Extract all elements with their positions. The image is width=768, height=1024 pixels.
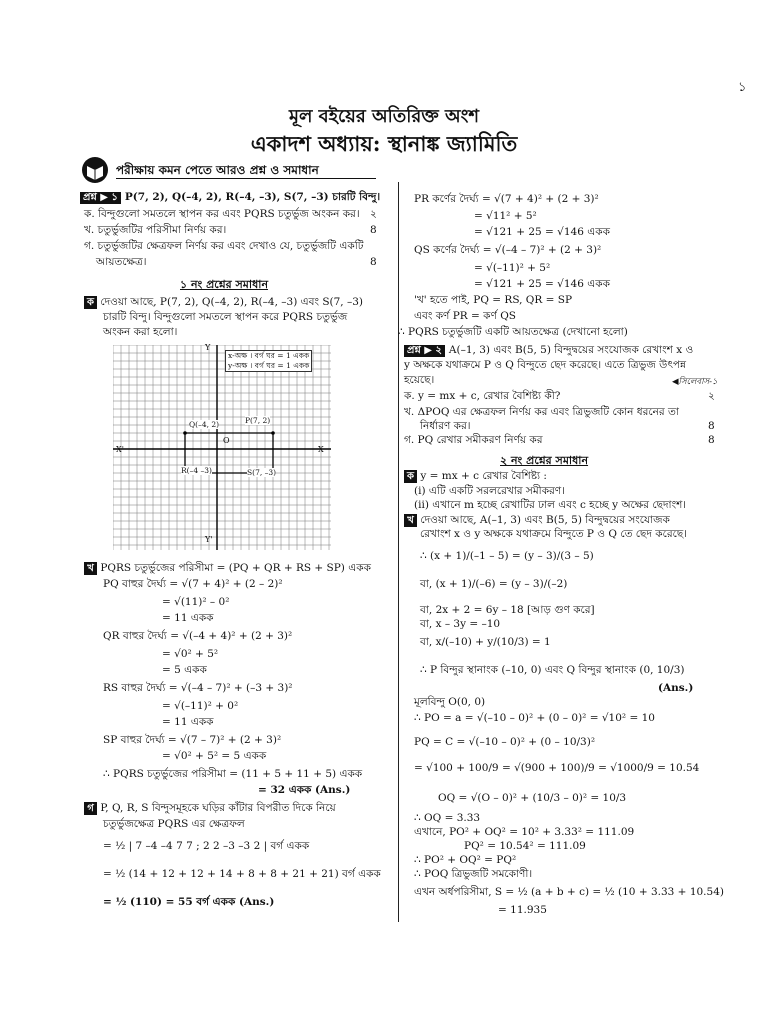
q2-stem-line3: হয়েছে। <box>404 374 435 386</box>
q1-part-ka: ক. বিন্দুগুলো সমতলে স্থাপন কর এবং PQRS চতুর্ভুজ অংকন কর। <box>84 208 360 220</box>
sol1-kha-label: খ <box>84 562 97 575</box>
q2-part-ka-mark: ২ <box>708 390 715 402</box>
page-number: ১ <box>738 80 747 95</box>
sol2-kha-line20: = 11.935 <box>498 904 547 916</box>
sol2-kha-line16: PQ² = 10.54² = 111.09 <box>464 840 586 852</box>
q2-part-ga-mark: 8 <box>708 434 715 446</box>
graph-grid <box>113 345 331 550</box>
question-1-tag: প্রশ্ন ▶ ১ <box>80 192 121 204</box>
pr-conclude3: ∴ PQRS চতুর্ভুজটি একটি আয়তক্ষেত্র (দেখানো হলো) <box>398 326 628 338</box>
pr-line2: = √121 + 25 = √146 একক <box>474 226 610 238</box>
q2-part-ga: গ. PQ রেখার সমীকরণ নির্ণয় কর <box>404 434 543 446</box>
sol2-ka-line2: (ii) এখানে m হচ্ছে রেখাটির ঢাল এবং c হচ্ছে y অক্ষের ছেদাংশ। <box>414 499 687 511</box>
sol2-kha-line3: বা, (x + 1)/(–6) = (y – 3)/(–2) <box>420 578 568 590</box>
sol2-kha-line13: OQ = √(O – 0)² + (10/3 – 0)² = 10/3 <box>438 792 627 804</box>
pr-line1: = √11² + 5² <box>474 210 537 222</box>
question-1-stem: প্রশ্ন ▶ ১ P(7, 2), Q(–4, 2), R(–4, –3), S(7, –3) চারটি বিন্দু। <box>80 191 380 204</box>
pr-conclude1: 'খ' হতে পাই, PQ = RS, QR = SP <box>414 294 573 306</box>
chapter-title: একাদশ অধ্যায়: স্থানাঙ্ক জ্যামিতি <box>250 131 518 156</box>
sol2-kha-line11: PQ = C = √(–10 – 0)² + (0 – 10/3)² <box>414 736 596 748</box>
y-prime-label: Y' <box>205 535 213 544</box>
sol2-kha-line18: ∴ POQ ত্রিভুজটি সমকোণী। <box>414 868 533 880</box>
q2-part-kha-cont: নির্ধারণ কর। <box>420 420 471 432</box>
sol2-kha-line14: ∴ OQ = 3.33 <box>414 812 481 824</box>
qs-line0: QS কর্ণের দৈর্ঘ্য = √(–4 – 7)² + (2 + 3)² <box>414 244 602 256</box>
sol1-kha-answer: = 32 একক (Ans.) <box>258 784 351 796</box>
q2-part-ka: ক. y = mx + c, রেখার বৈশিষ্ট্য কী? <box>404 390 561 402</box>
sol2-kha-line4: বা, 2x + 2 = 6y – 18 [আড় গুণ করে] <box>420 604 595 616</box>
sol1-kha-line7: RS বাহুর দৈর্ঘ্য = √(–4 – 7)² + (–3 + 3)² <box>103 682 293 694</box>
sol1-kha-line4: QR বাহুর দৈর্ঘ্য = √(–4 + 4)² + (2 + 3)² <box>103 630 293 642</box>
sol1-kha-line0: খ PQRS চতুর্ভুজের পরিসীমা = (PQ + QR + RS + SP) একক <box>84 562 371 575</box>
q1-part-ka-mark: ২ <box>370 208 377 220</box>
sol1-ga-line0: গ P, Q, R, S বিন্দুসমূহকে ঘড়ির কাঁটার বিপরীত দিকে নিয়ে <box>84 802 336 815</box>
sol1-kha-line2: = √(11)² – 0² <box>162 596 230 608</box>
x-axis-label: X <box>318 445 324 454</box>
sol2-kha-line0: খ দেওয়া আছে, A(–1, 3) এবং B(5, 5) বিন্দুদ্বয়ের সংযোজক <box>404 514 670 527</box>
pr-line0: PR কর্ণের দৈর্ঘ্য = √(7 + 4)² + (2 + 3)² <box>414 193 599 205</box>
sol1-ka-line2: চারটি বিন্দু। বিন্দুগুলো সমতলে স্থাপন করে PQRS চতুর্ভুজ <box>103 311 348 323</box>
sol2-ka-line1: (i) এটি একটি সরলরেখার সমীকরণ। <box>414 485 565 497</box>
sol2-kha-line19: এখন অর্ধপরিসীমা, S = ½ (a + b + c) = ½ (10 + 3.33 + 10.54) <box>414 886 724 898</box>
sol1-kha-line11: = √0² + 5² = 5 একক <box>162 750 267 762</box>
point-r-label: R(–4 –3) <box>181 466 212 475</box>
sol2-kha-line7: ∴ P বিন্দুর স্থানাংক (–10, 0) এবং Q বিন্দুর স্থানাংক (0, 10/3) <box>420 664 685 676</box>
q1-part-ga-cont: আয়তক্ষেত্র। <box>96 256 147 268</box>
sol1-ga-line4: = ½ (110) = 55 বর্গ একক (Ans.) <box>103 896 275 908</box>
sol1-kha-line5: = √0² + 5² <box>162 648 219 660</box>
sol2-kha-line1: রেখাংশ x ও y অক্ষকে যথাক্রমে বিন্দুতে P ও Q তে ছেদ করেছে। <box>420 528 687 540</box>
sol1-kha-line6: = 5 একক <box>162 664 207 676</box>
point-p <box>271 431 275 435</box>
sol1-kha-line12: ∴ PQRS চতুর্ভুজের পরিসীমা = (11 + 5 + 11 + 5) একক <box>103 768 363 780</box>
point-p-label: P(7, 2) <box>245 416 271 425</box>
graph-legend: x-অক্ষ । বর্গ ঘর = 1 একক y-অক্ষ । বর্গ ঘর = 1 একক <box>225 350 312 372</box>
sol1-kha-line1: PQ বাহুর দৈর্ঘ্য = √(7 + 4)² + (2 – 2)² <box>103 578 283 590</box>
origin-label: O <box>223 436 230 445</box>
coordinate-graph <box>113 345 331 550</box>
y-axis-label: Y <box>205 343 211 352</box>
q1-part-ga-mark: 8 <box>370 256 377 268</box>
sol2-kha-line5: বা, x – 3y = –10 <box>420 618 501 630</box>
q1-part-ga: গ. চতুর্ভুজটির ক্ষেত্রফল নির্ণয় কর এবং দেখাও যে, চতুর্ভুজটি একটি <box>84 240 364 252</box>
sol2-kha-line12: = √100 + 100/9 = √(900 + 100)/9 = √1000/9 = 10.54 <box>414 762 700 774</box>
x-prime-label: X' <box>116 445 124 454</box>
section-subtitle: মূল বইয়ের অতিরিক্ত অংশ <box>288 106 480 127</box>
sol2-kha-line17: ∴ PO² + OQ² = PQ² <box>414 854 517 866</box>
question-2-tag: প্রশ্ন ▶ ২ <box>404 345 445 357</box>
q1-part-kha-mark: 8 <box>370 224 377 236</box>
sol2-kha-line9: মূলবিন্দু O(0, 0) <box>414 696 486 708</box>
solution-2-heading: ২ নং প্রশ্নের সমাধান <box>500 454 589 467</box>
sol1-kha-line3: = 11 একক <box>162 612 214 624</box>
qs-line1: = √(–11)² + 5² <box>474 262 551 274</box>
solution-1-heading: ১ নং প্রশ্নের সমাধান <box>180 278 269 291</box>
qs-line2: = √121 + 25 = √146 একক <box>474 278 610 290</box>
sol1-ga-label: গ <box>84 802 97 815</box>
sol1-ga-line2: = ½ | 7 –4 –4 7 7 ; 2 2 –3 –3 2 | বর্গ একক <box>103 840 310 852</box>
sol1-ga-line3: = ½ (14 + 12 + 12 + 14 + 8 + 8 + 21 + 21) বর্গ একক <box>103 868 381 880</box>
sol1-ka-label: ক <box>84 296 97 309</box>
sol1-kha-line8: = √(–11)² + 0² <box>162 700 239 712</box>
sol2-kha-line6: বা, x/(–10) + y/(10/3) = 1 <box>420 636 551 648</box>
banner-text: পরীক্ষায় কমন পেতে আরও প্রশ্ন ও সমাধান <box>116 163 319 177</box>
pr-conclude2: এবং কর্ণ PR = কর্ণ QS <box>414 310 516 322</box>
q2-part-kha: খ. ΔPOQ এর ক্ষেত্রফল নির্ণয় কর এবং ত্রিভুজটি কোন ধরনের তা <box>404 406 679 418</box>
point-s-label: S(7, –3) <box>247 468 277 477</box>
sol2-kha-line15: এখানে, PO² + OQ² = 10² + 3.33² = 111.09 <box>414 826 635 838</box>
sol2-ka-line0: ক y = mx + c রেখার বৈশিষ্ট্য : <box>404 470 547 483</box>
point-q-label: Q(–4, 2) <box>189 420 220 429</box>
banner <box>80 156 380 182</box>
sol2-kha-label: খ <box>404 514 417 527</box>
question-2-stem: প্রশ্ন ▶ ২ A(–1, 3) এবং B(5, 5) বিন্দুদ্বয়ের সংযোজক রেখাংশ x ও <box>404 344 693 357</box>
sol2-kha-ans: (Ans.) <box>658 682 694 694</box>
q2-stem-line2: y অক্ষকে যথাক্রমে P ও Q বিন্দুতে ছেদ করেছে। এতে ত্রিভুজ উৎপন্ন <box>404 359 687 371</box>
book-logo-icon <box>80 156 114 186</box>
sol1-ka-line1: ক দেওয়া আছে, P(7, 2), Q(–4, 2), R(–4, –3) এবং S(7, –3) <box>84 296 363 309</box>
column-divider <box>398 182 399 922</box>
sol1-kha-line9: = 11 একক <box>162 716 214 728</box>
sol1-kha-line10: SP বাহুর দৈর্ঘ্য = √(7 – 7)² + (2 + 3)² <box>103 734 282 746</box>
sol2-kha-line10: ∴ PO = a = √(–10 – 0)² + (0 – 0)² = √10² = 10 <box>414 712 655 724</box>
sol1-ka-line3: অংকন করা হলো। <box>103 326 178 338</box>
sol2-ka-label: ক <box>404 470 417 483</box>
sol1-ga-line1: চতুর্ভুজক্ষেত্র PQRS এর ক্ষেত্রফল <box>103 818 245 830</box>
q2-source: ◀সিলেবাস-১ <box>672 377 718 387</box>
point-q <box>183 431 187 435</box>
q1-part-kha: খ. চতুর্ভুজটির পরিসীমা নির্ণয় কর। <box>84 224 227 236</box>
sol2-kha-line2: ∴ (x + 1)/(–1 – 5) = (y – 3)/(3 – 5) <box>420 550 594 562</box>
q2-part-kha-mark: 8 <box>708 420 715 432</box>
